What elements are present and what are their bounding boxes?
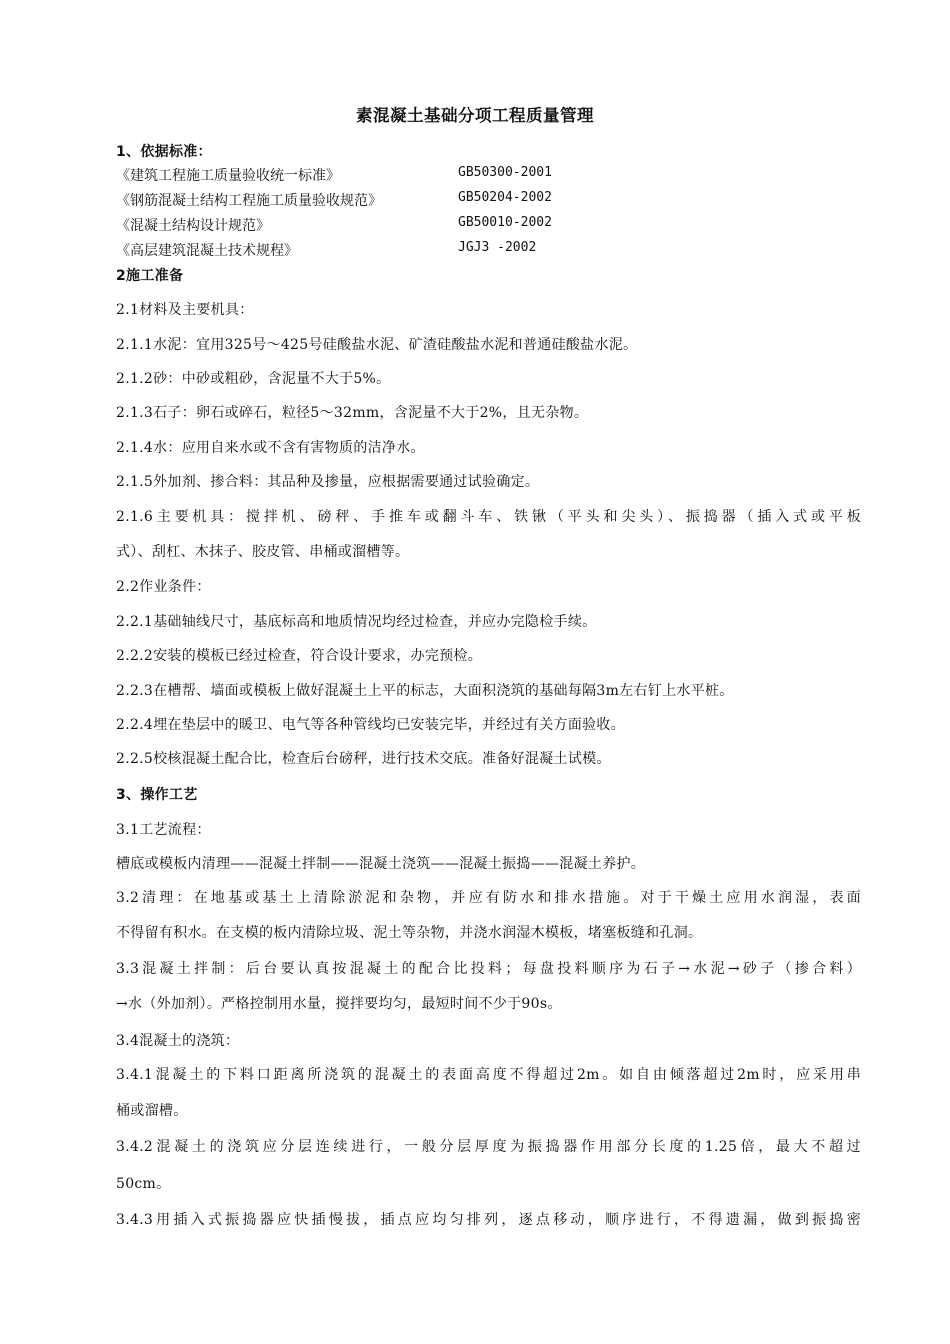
paragraph-line: 2.2.5校核混凝土配合比，检查后台磅秤，进行技术交底。准备好混凝土试模。: [116, 751, 611, 767]
paragraph-line: 2.1.3石子：卵石或碎石，粒径5～32mm，含泥量不大于2%，且无杂物。: [116, 405, 589, 421]
paragraph-line: 3.4.2混凝土的浇筑应分层连续进行，一般分层厚度为振捣器作用部分长度的1.25倍，最大不超过: [116, 1139, 861, 1155]
standard-name: 《建筑工程施工质量验收统一标准》: [116, 168, 340, 184]
standard-name: 《高层建筑混凝土技术规程》: [116, 243, 298, 259]
section-3-heading: 3、操作工艺: [116, 787, 198, 803]
standard-code: GB50204-2002: [458, 190, 552, 205]
standard-code: GB50300-2001: [458, 165, 552, 180]
paragraph-line: 50cm。: [116, 1176, 171, 1192]
paragraph-line: →水（外加剂）。严格控制用水量，搅拌要均匀，最短时间不少于90s。: [116, 996, 562, 1012]
standard-name: 《钢筋混凝土结构工程施工质量验收规范》: [116, 193, 382, 209]
standard-code: JGJ3 -2002: [458, 240, 537, 255]
paragraph-line: 式）、刮杠、木抹子、胶皮管、串桶或溜槽等。: [116, 544, 410, 560]
paragraph-line: 2.2.1基础轴线尺寸，基底标高和地质情况均经过检查，并应办完隐检手续。: [116, 614, 597, 630]
paragraph-line: 3.4.1混凝土的下料口距离所浇筑的混凝土的表面高度不得超过2m。如自由倾落超过2m时，应采用串: [116, 1067, 861, 1083]
paragraph-line: 2.1材料及主要机具：: [116, 302, 254, 318]
paragraph-line: 2.2.4埋在垫层中的暖卫、电气等各种管线均已安装完毕，并经过有关方面验收。: [116, 717, 626, 733]
paragraph-line: 2.2作业条件：: [116, 579, 211, 595]
document-title: 素混凝土基础分项工程质量管理: [356, 106, 594, 125]
paragraph-line: 2.1.4水：应用自来水或不含有害物质的洁净水。: [116, 440, 425, 456]
standard-name: 《混凝土结构设计规范》: [116, 218, 270, 234]
paragraph-line: 2.1.6主要机具：搅拌机、磅秤、手推车或翻斗车、铁锹（平头和尖头）、振捣器（插入式或平板: [116, 509, 861, 525]
standard-code: GB50010-2002: [458, 215, 552, 230]
paragraph-line: 2.1.5外加剂、掺合料：其品种及掺量，应根据需要通过试验确定。: [116, 474, 540, 490]
paragraph-line: 3.3混凝土拌制：后台要认真按混凝土的配合比投料；每盘投料顺序为石子→水泥→砂子（掺合料）: [116, 961, 861, 977]
paragraph-line: 2.2.3在槽帮、墙面或模板上做好混凝土上平的标志，大面积浇筑的基础每隔3m左右钉上水平桩。: [116, 683, 734, 699]
paragraph-line: 3.4.3用插入式振捣器应快插慢拔，插点应均匀排列，逐点移动，顺序进行，不得遗漏，做到振捣密: [116, 1212, 861, 1228]
paragraph-line: 2.1.2砂：中砂或粗砂，含泥量不大于5%。: [116, 371, 391, 387]
paragraph-line: 槽底或模板内清理——混凝土拌制——混凝土浇筑——混凝土振捣——混凝土养护。: [116, 856, 646, 872]
section-2-heading: 2施工准备: [116, 268, 184, 284]
paragraph-line: 3.2清理：在地基或基土上清除淤泥和杂物，并应有防水和排水措施。对于干燥土应用水润湿，表面: [116, 890, 861, 906]
paragraph-line: 2.2.2安装的模板已经过检查，符合设计要求，办完预检。: [116, 648, 483, 664]
section-1-heading: 1、依据标准：: [116, 144, 212, 160]
paragraph-line: 不得留有积水。在支模的板内清除垃圾、泥土等杂物，并浇水润湿木模板，堵塞板缝和孔洞。: [116, 925, 703, 941]
paragraph-line: 桶或溜槽。: [116, 1103, 188, 1119]
paragraph-line: 2.1.1水泥：宜用325号～425号硅酸盐水泥、矿渣硅酸盐水泥和普通硅酸盐水泥。: [116, 337, 638, 353]
paragraph-line: 3.4混凝土的浇筑：: [116, 1033, 240, 1049]
paragraph-line: 3.1工艺流程：: [116, 822, 211, 838]
